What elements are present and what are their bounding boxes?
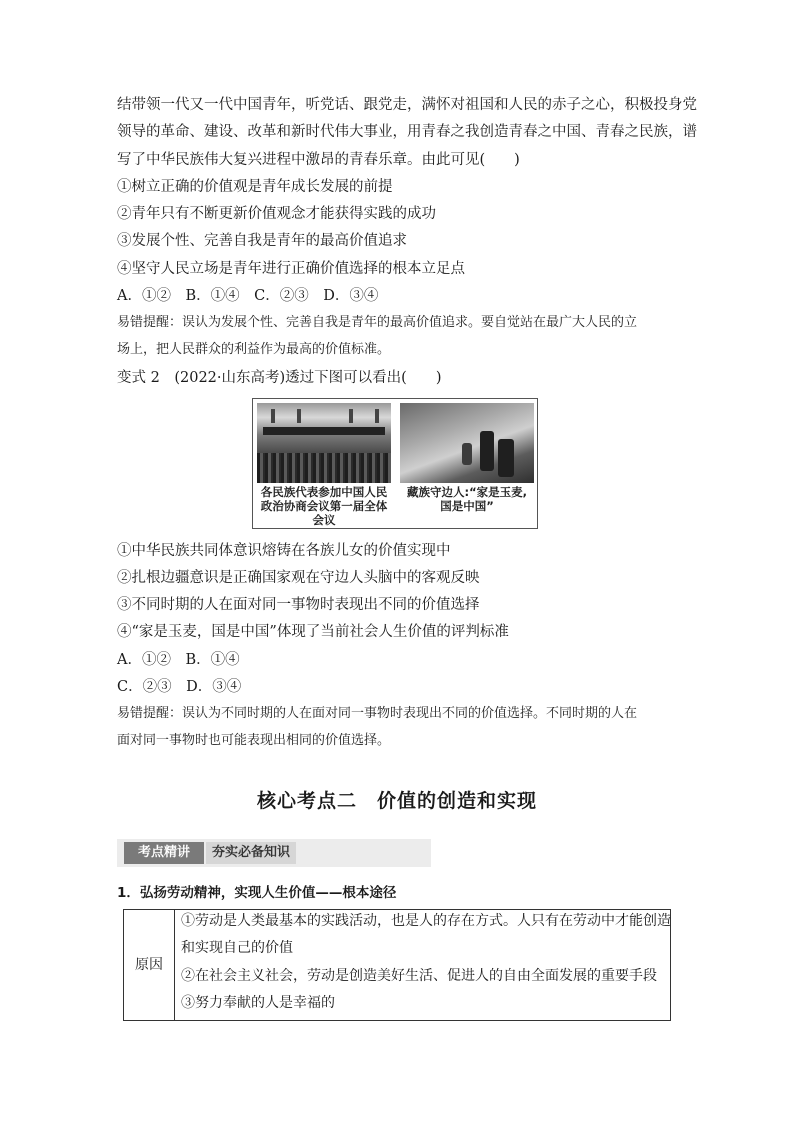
border-guard-photo xyxy=(400,403,534,483)
option-item: ①树立正确的价值观是青年成长发展的前提 xyxy=(117,179,393,195)
tip-text: 误认为不同时期的人在面对同一事物时表现出不同的价值选择。不同时期的人在 xyxy=(182,706,638,721)
question1-tip-cont: 场上，把人民群众的利益作为最高的价值标准。 xyxy=(117,342,391,357)
option-item: ②扎根边疆意识是正确国家观在守边人头脑中的客观反映 xyxy=(117,570,480,586)
option-item: ①中华民族共同体意识熔铸在各族儿女的价值实现中 xyxy=(117,543,451,559)
option-item: ④“家是玉麦，国是中国”体现了当前社会人生价值的评判标准 xyxy=(117,624,509,640)
tip-label: 易错提醒： xyxy=(117,315,183,330)
paragraph-line: 结带领一代又一代中国青年，听党话、跟党走，满怀对祖国和人民的赤子之心，积极投身党 xyxy=(117,97,697,113)
option-item: ④坚守人民立场是青年进行正确价值选择的根本立足点 xyxy=(117,261,465,277)
question1-tip xyxy=(117,313,637,333)
banner-label: 夯实必备知识 xyxy=(206,842,296,864)
table-cell-line: ①劳动是人类最基本的实践活动，也是人的存在方式。人只有在劳动中才能创造 xyxy=(181,913,671,929)
paragraph-line: 写了中华民族伟大复兴进程中激昂的青春乐章。由此可见( ) xyxy=(117,152,520,168)
question1-choices: A．①② B．①④ C．②③ D．③④ xyxy=(117,288,379,304)
table-cell-line: ③努力奉献的人是幸福的 xyxy=(181,995,335,1011)
section-heading: 核心考点二 价值的创造和实现 xyxy=(256,790,537,812)
banner-tag: 考点精讲 xyxy=(124,842,204,864)
option-item: ②青年只有不断更新价值观念才能获得实践的成功 xyxy=(117,206,436,222)
table-cell-line: 和实现自己的价值 xyxy=(181,940,293,956)
option-item: ③发展个性、完善自我是青年的最高价值追求 xyxy=(117,233,407,249)
tip-text: 误认为发展个性、完善自我是青年的最高价值追求。要自觉站在最广大人民的立 xyxy=(182,315,638,330)
border-guard-caption: 藏族守边人:“家是玉麦, 国是中国” xyxy=(406,485,528,513)
tip-label: 易错提醒： xyxy=(117,706,183,721)
option-item: ③不同时期的人在面对同一事物时表现出不同的价值选择 xyxy=(117,597,480,613)
question2-choices: A．①② B．①④ xyxy=(117,652,240,668)
conference-caption: 各民族代表参加中国人民 政治协商会议第一届全体 会议 xyxy=(260,485,388,527)
question2-tip-cont: 面对同一事物时也可能表现出相同的价值选择。 xyxy=(117,733,391,748)
section-banner xyxy=(117,839,431,867)
conference-photo xyxy=(257,403,391,483)
subheading: 1．弘扬劳动精神，实现人生价值——根本途径 xyxy=(117,885,397,901)
question2-choices: C．②③ D．③④ xyxy=(117,679,242,695)
table-cell-line: ②在社会主义社会，劳动是创造美好生活、促进人的自由全面发展的重要手段 xyxy=(181,968,657,984)
figure-photos xyxy=(252,398,538,529)
question2-tip xyxy=(117,704,637,724)
table-row-header: 原因 xyxy=(124,910,175,1020)
paragraph-line: 领导的革命、建设、改革和新时代伟大事业，用青春之我创造青春之中国、青春之民族，谱 xyxy=(117,124,697,140)
variant2-prompt: 变式 2 (2022·山东高考)透过下图可以看出( ) xyxy=(117,370,442,386)
reason-table xyxy=(123,909,671,1021)
